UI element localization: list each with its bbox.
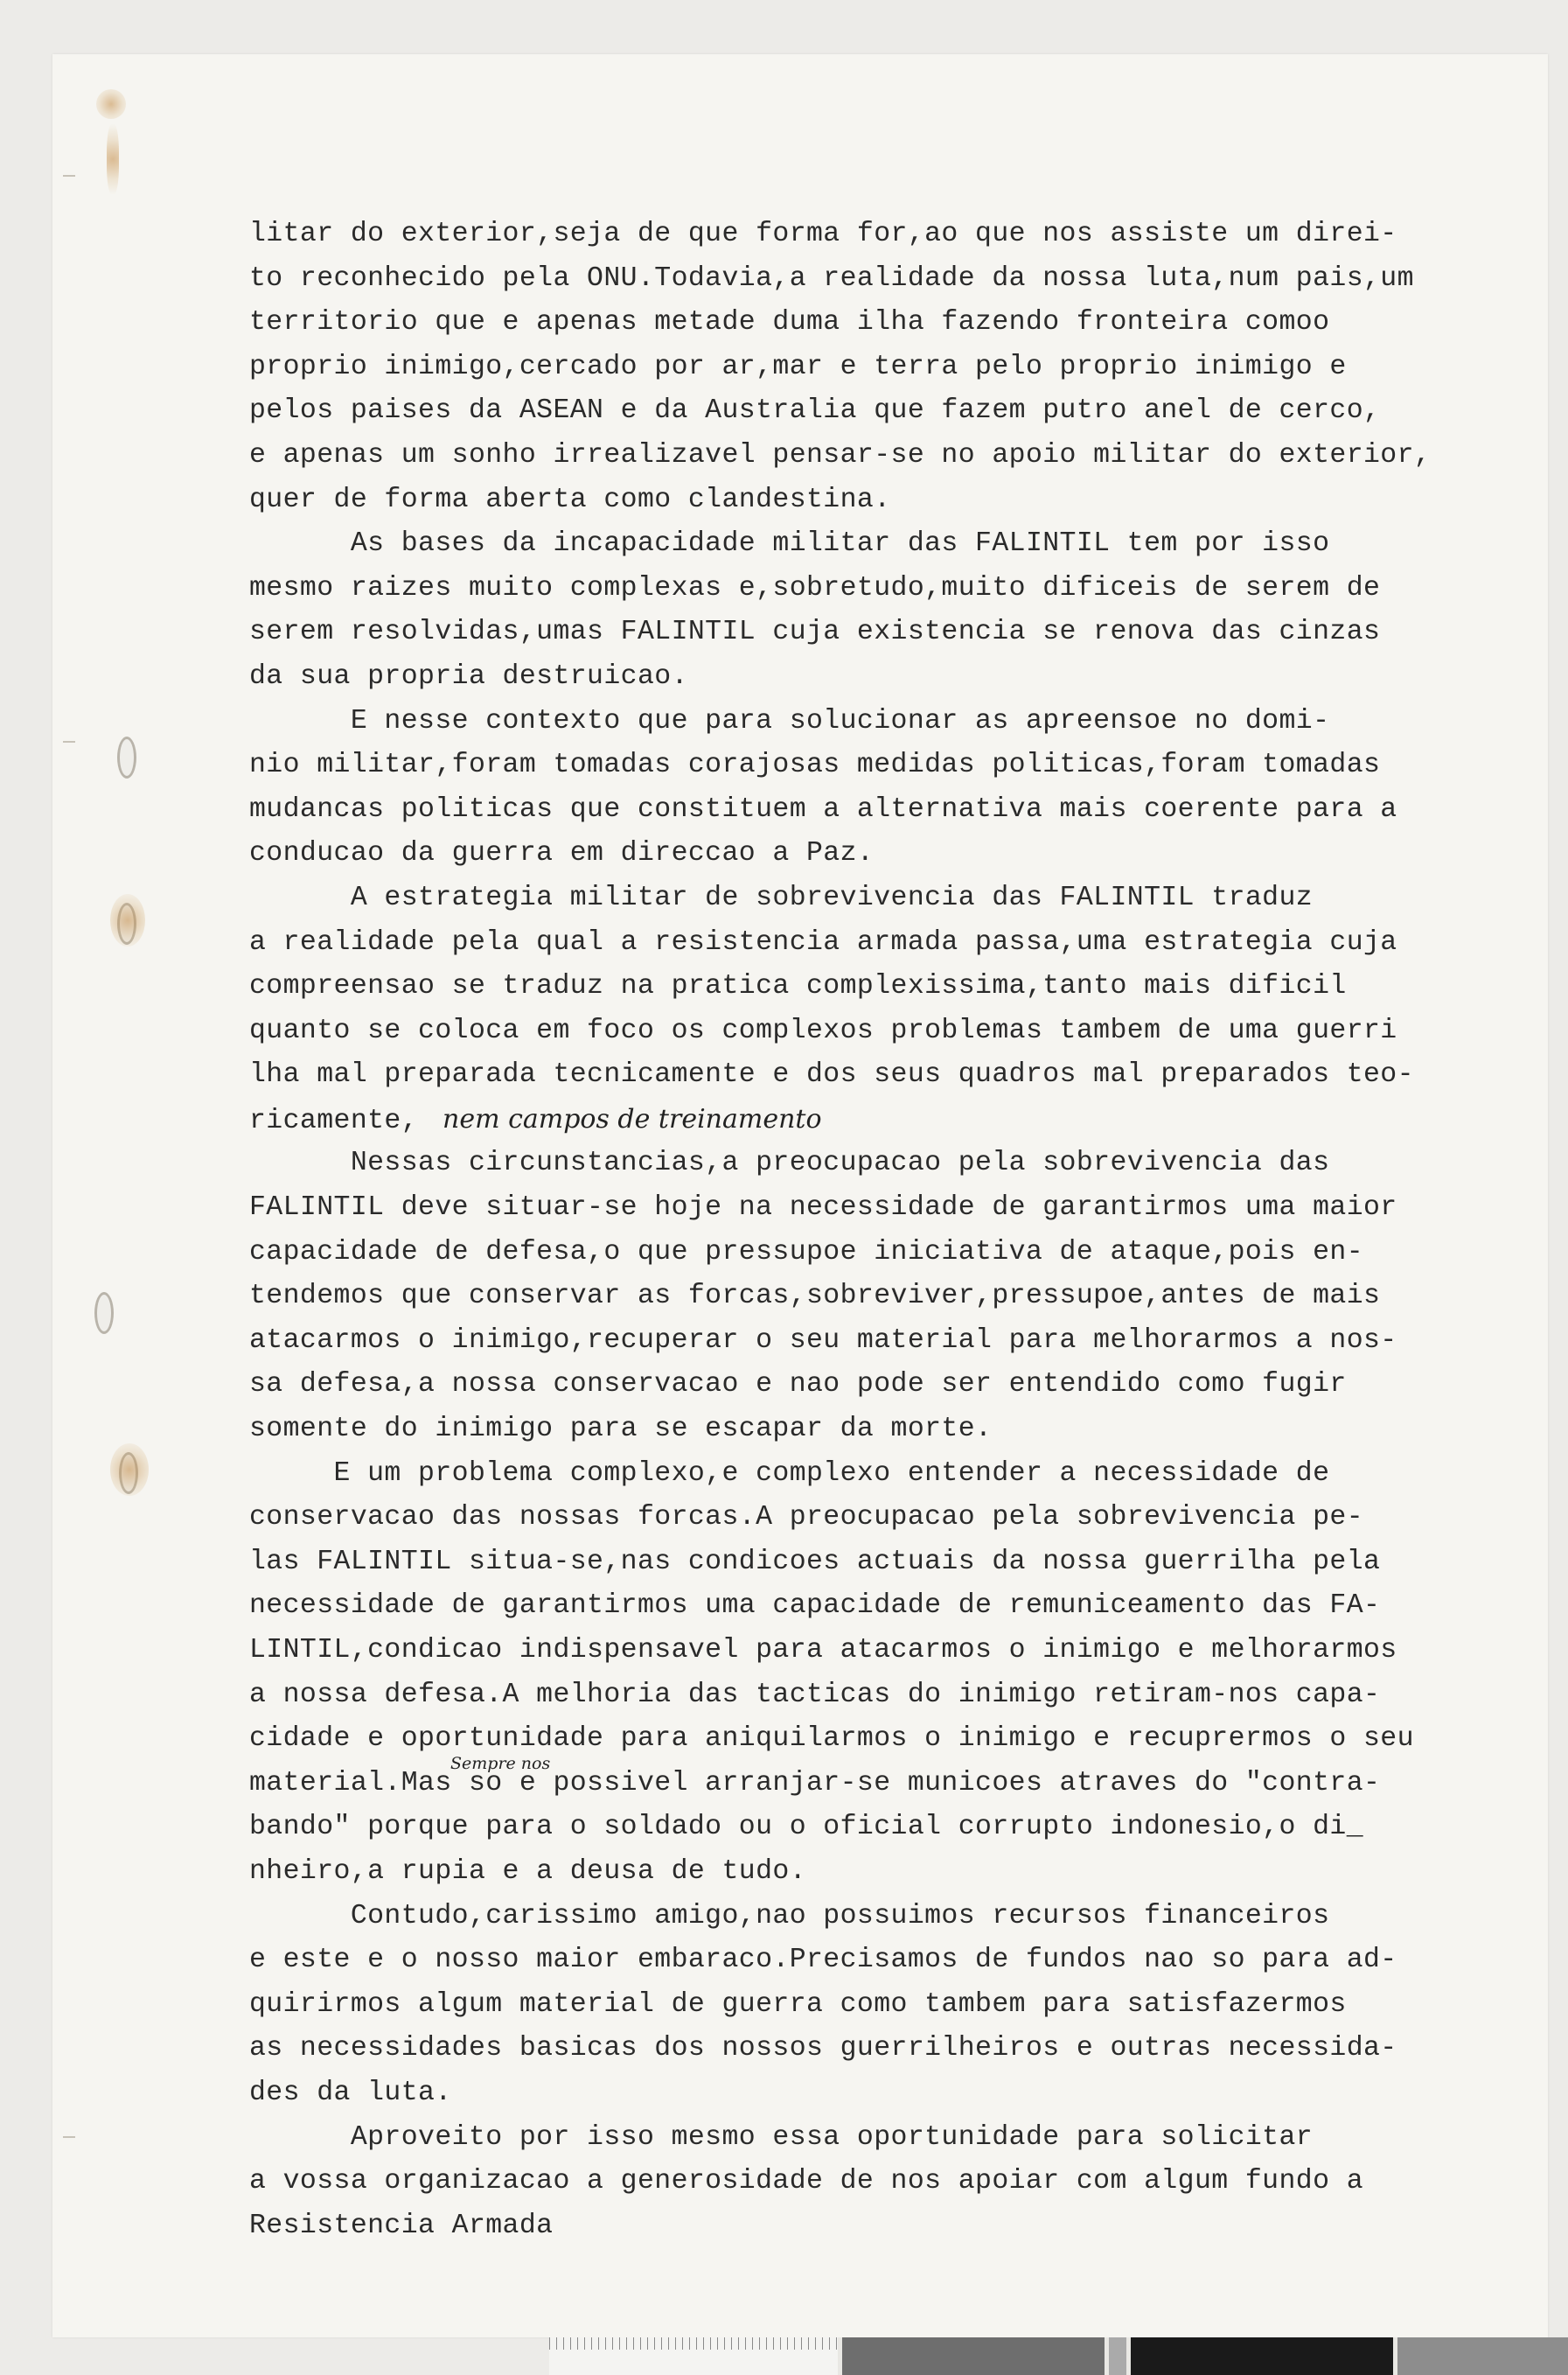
text-line: las FALINTIL situa-se,nas condicoes actuais da nossa guerrilha pela: [249, 1546, 1381, 1577]
gray-patch: [1109, 2337, 1126, 2375]
text-line: e este e o nosso maior embaraco.Precisamos de fundos nao so para ad-: [249, 1945, 1397, 1976]
text-line: as necessidades basicas dos nossos guerrilheiros e outras necessida-: [249, 2033, 1397, 2064]
punch-hole: [94, 1292, 114, 1334]
text-line-with-annotation: [249, 1717, 1509, 1774]
text-line: capacidade de defesa,o que pressupoe iniciativa de ataque,pois en-: [249, 1236, 1364, 1268]
text-line: necessidade de garantirmos uma capacidade de remuniceamento das FA-: [249, 1590, 1381, 1622]
text-segment: ricamente,: [249, 1105, 419, 1136]
text-line: da sua propria destruicao.: [249, 660, 688, 692]
text-line: E nesse contexto que para solucionar as apreensoe no domi-: [249, 705, 1330, 737]
text-line: Resistencia Armada: [249, 2210, 554, 2241]
text-line: nheiro,a rupia e a deusa de tudo.: [249, 1855, 807, 1887]
text-line: Nessas circunstancias,a preocupacao pela sobrevivencia das: [249, 1148, 1330, 1179]
text-line: A estrategia militar de sobrevivencia das FALINTIL traduz: [249, 882, 1314, 913]
text-line: conducao da guerra em direccao a Paz.: [249, 838, 875, 870]
typed-letter-body: [249, 213, 1509, 2248]
text-line: somente do inimigo para se escapar da morte.: [249, 1414, 993, 1445]
text-line: Contudo,carissimo amigo,nao possuimos recursos financeiros: [249, 1900, 1330, 1931]
text-line: mudancas politicas que constituem a alternativa mais coerente para a: [249, 793, 1397, 825]
rust-stain: [110, 894, 145, 947]
text-line: atacarmos o inimigo,recuperar o seu material para melhorarmos a nos-: [249, 1324, 1397, 1356]
text-line: mesmo raizes muito complexas e,sobretudo,muito dificeis de serem de: [249, 572, 1381, 604]
margin-mark: [63, 2136, 75, 2138]
text-line: a nossa defesa.A melhoria das tacticas do inimigo retiram-nos capa-: [249, 1679, 1381, 1710]
text-line: nio militar,foram tomadas corajosas medidas politicas,foram tomadas: [249, 750, 1381, 781]
rust-stain: [96, 89, 126, 119]
text-line: conservacao das nossas forcas.A preocupacao pela sobrevivencia pe-: [249, 1502, 1364, 1533]
text-line: quanto se coloca em foco os complexos problemas tambem de uma guerri: [249, 1015, 1397, 1046]
text-line: a realidade pela qual a resistencia armada passa,uma estrategia cuja: [249, 926, 1397, 958]
text-line: E um problema complexo,e complexo entender a necessidade de: [249, 1457, 1330, 1489]
text-segment: cidade e oportunidade para aniquilarmos o inimigo e recuprermos o seu: [249, 1723, 1414, 1755]
text-line: pelos paises da ASEAN e da Australia que fazem putro anel de cerco,: [249, 395, 1381, 427]
text-line: quer de forma aberta como clandestina.: [249, 484, 891, 515]
text-line: territorio que e apenas metade duma ilha fazendo fronteira comoo: [249, 307, 1330, 339]
scale-ruler: [549, 2337, 1568, 2375]
handwritten-annotation: nem campos de treinamento: [443, 1103, 822, 1135]
text-line: a vossa organizacao a generosidade de nos apoiar com algum fundo a: [249, 2166, 1364, 2197]
text-line: e apenas um sonho irrealizavel pensar-se no apoio militar do exterior,: [249, 439, 1432, 471]
text-line: quirirmos algum material de guerra como tambem para satisfazermos: [249, 1988, 1347, 2020]
text-line: to reconhecido pela ONU.Todavia,a realidade da nossa luta,num pais,um: [249, 262, 1414, 294]
gray-patch: [1397, 2337, 1568, 2375]
text-line: tendemos que conservar as forcas,sobreviver,pressupoe,antes de mais: [249, 1281, 1381, 1312]
gray-patch: [842, 2337, 1105, 2375]
text-line-with-annotation: [249, 1098, 1509, 1142]
handwritten-annotation: Sempre nos: [450, 1754, 551, 1774]
margin-mark: [63, 741, 75, 743]
margin-mark: [63, 175, 75, 177]
text-line: serem resolvidas,umas FALINTIL cuja existencia se renova das cinzas: [249, 617, 1381, 648]
ruler-ticks: [549, 2337, 838, 2375]
text-line: Aproveito por isso mesmo essa oportunidade para solicitar: [249, 2121, 1314, 2153]
text-line: proprio inimigo,cercado por ar,mar e terra pelo proprio inimigo e: [249, 351, 1347, 382]
text-line: sa defesa,a nossa conservacao e nao pode ser entendido como fugir: [249, 1369, 1347, 1401]
text-line: compreensao se traduz na pratica complexissima,tanto mais dificil: [249, 971, 1347, 1002]
text-line: lha mal preparada tecnicamente e dos seus quadros mal preparados teo-: [249, 1059, 1414, 1091]
rust-stain: [107, 124, 119, 194]
text-line: des da luta.: [249, 2077, 452, 2108]
text-line: litar do exterior,seja de que forma for,ao que nos assiste um direi-: [249, 219, 1397, 249]
text-line: FALINTIL deve situar-se hoje na necessidade de garantirmos uma maior: [249, 1192, 1397, 1224]
punch-hole: [117, 737, 136, 779]
text-line: As bases da incapacidade militar das FALINTIL tem por isso: [249, 528, 1330, 560]
text-line: bando" porque para o soldado ou o oficial corrupto indonesio,o di_: [249, 1812, 1364, 1843]
gray-patch: [1131, 2337, 1393, 2375]
text-line: material.Mas so e possivel arranjar-se municoes atraves do "contra-: [249, 1767, 1381, 1799]
text-line: LINTIL,condicao indispensavel para atacarmos o inimigo e melhorarmos: [249, 1635, 1397, 1666]
rust-stain: [110, 1443, 149, 1496]
